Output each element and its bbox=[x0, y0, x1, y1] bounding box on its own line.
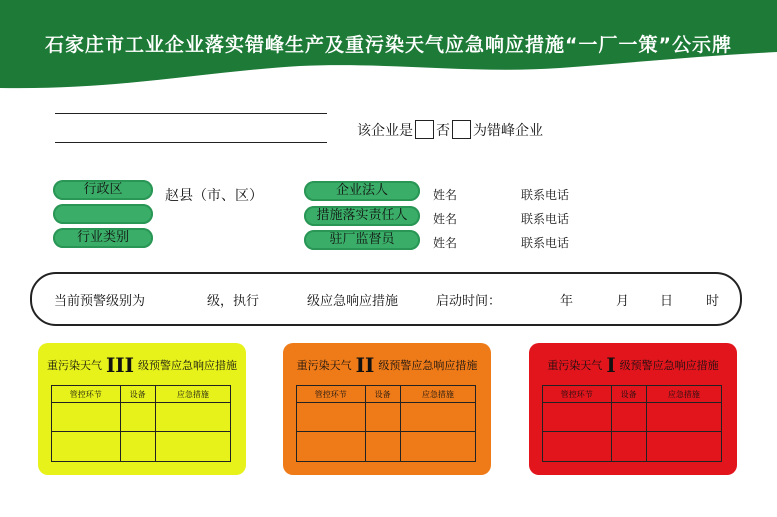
level-3-card bbox=[38, 343, 246, 475]
county-label: 赵县（市、区） bbox=[165, 188, 263, 204]
card-suffix: 级预警应急响应措施 bbox=[138, 359, 238, 372]
card-prefix: 重污染天气 bbox=[46, 359, 102, 372]
no-checkbox[interactable] bbox=[452, 120, 471, 139]
month-label: 月 bbox=[616, 294, 630, 309]
hour-label: 时 bbox=[706, 294, 720, 309]
legal-person-pill: 企业法人 bbox=[304, 181, 420, 201]
card-level: III bbox=[105, 353, 135, 377]
level-2-table bbox=[296, 385, 476, 462]
responsible-phone-label: 联系电话 bbox=[521, 212, 570, 226]
col-equipment: 设备 bbox=[365, 386, 400, 403]
col-measures: 应急措施 bbox=[646, 386, 721, 403]
supervisor-phone-label: 联系电话 bbox=[521, 236, 570, 250]
responsible-person-pill: 措施落实责任人 bbox=[304, 206, 420, 226]
card-prefix: 重污染天气 bbox=[296, 359, 352, 372]
status-suffix: 为错峰企业 bbox=[473, 123, 543, 139]
start-time-label: 启动时间： bbox=[436, 294, 502, 309]
col-equipment: 设备 bbox=[120, 386, 155, 403]
supervisor-name-label: 姓名 bbox=[433, 236, 458, 250]
card-prefix: 重污染天气 bbox=[547, 359, 603, 372]
card-level: II bbox=[355, 353, 375, 377]
blank-pill bbox=[53, 204, 153, 224]
col-control: 管控环节 bbox=[297, 386, 366, 403]
card-level: I bbox=[606, 353, 616, 377]
day-label: 日 bbox=[660, 294, 674, 309]
col-measures: 应急措施 bbox=[155, 386, 230, 403]
year-label: 年 bbox=[560, 294, 574, 309]
level-1-card-title bbox=[529, 353, 737, 377]
responsible-name-label: 姓名 bbox=[433, 212, 458, 226]
company-name-line-2 bbox=[55, 142, 327, 143]
staggered-status bbox=[357, 120, 543, 140]
col-control: 管控环节 bbox=[52, 386, 121, 403]
legal-person-phone-label: 联系电话 bbox=[521, 188, 570, 202]
level-1-card bbox=[529, 343, 737, 475]
legal-person-name-label: 姓名 bbox=[433, 188, 458, 202]
level-3-table bbox=[51, 385, 231, 462]
card-suffix: 级预警应急响应措施 bbox=[619, 359, 719, 372]
company-name-line-1 bbox=[55, 113, 327, 114]
col-control: 管控环节 bbox=[543, 386, 612, 403]
card-suffix: 级预警应急响应措施 bbox=[378, 359, 478, 372]
level-2-card bbox=[283, 343, 491, 475]
level-exec-label: 级，执行 bbox=[207, 294, 260, 309]
page-title: 石家庄市工业企业落实错峰生产及重污染天气应急响应措施“一厂一策”公示牌 bbox=[45, 34, 732, 56]
status-no-label: 否 bbox=[436, 123, 450, 139]
col-equipment: 设备 bbox=[611, 386, 646, 403]
level-3-card-title bbox=[38, 353, 246, 377]
level-2-card-title bbox=[283, 353, 491, 377]
current-level-label: 当前预警级别为 bbox=[54, 294, 146, 309]
col-measures: 应急措施 bbox=[400, 386, 475, 403]
yes-checkbox[interactable] bbox=[415, 120, 434, 139]
district-pill: 行政区 bbox=[53, 180, 153, 200]
alert-level-bar bbox=[30, 272, 742, 326]
level-1-table bbox=[542, 385, 722, 462]
status-prefix: 该企业是 bbox=[357, 123, 413, 139]
industry-pill: 行业类别 bbox=[53, 228, 153, 248]
response-label: 级应急响应措施 bbox=[307, 294, 399, 309]
supervisor-pill: 驻厂监督员 bbox=[304, 230, 420, 250]
